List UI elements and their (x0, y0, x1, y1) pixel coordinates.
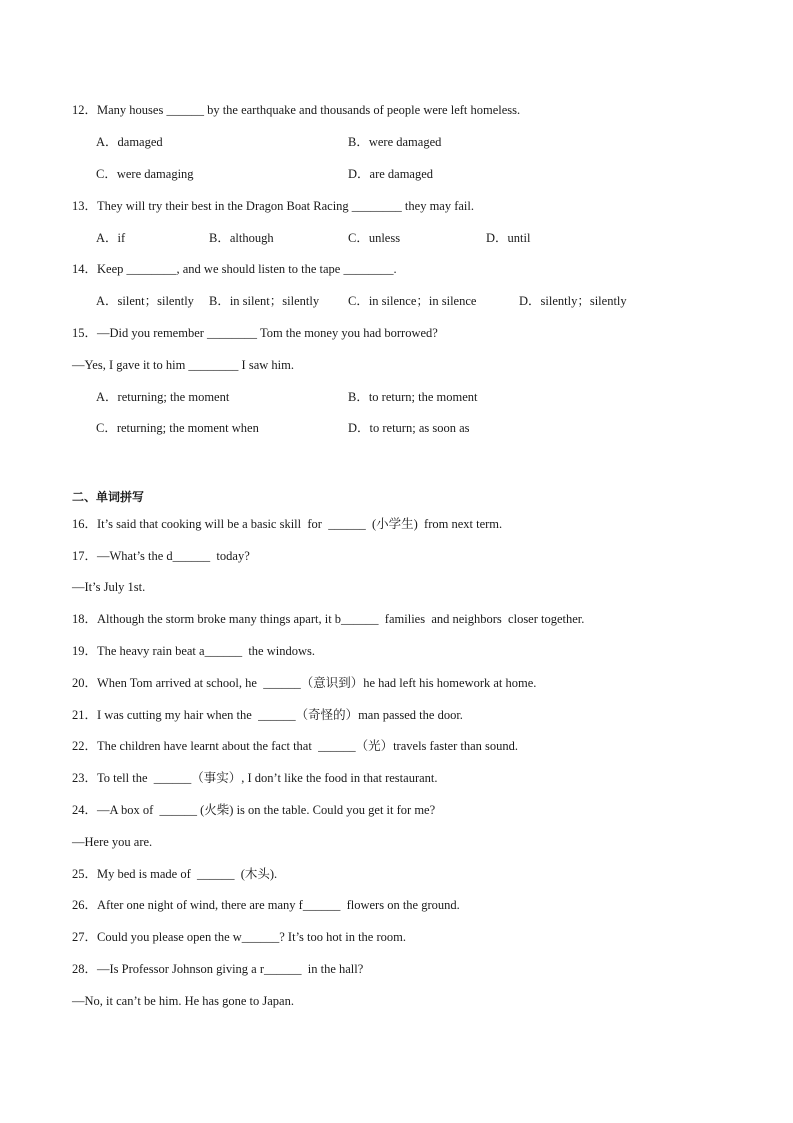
question-15-option-d: D．to return; as soon as (348, 421, 470, 435)
question-15-option-c: C．returning; the moment when (96, 421, 259, 435)
question-25: 25．My bed is made of ______ (木头). (72, 867, 278, 881)
question-17-reply: —It’s July 1st. (72, 580, 146, 594)
question-17: 17．—What’s the d______ today? (72, 549, 250, 563)
question-28: 28．—Is Professor Johnson giving a r______ in the hall? (72, 962, 364, 976)
question-15-reply: —Yes, I gave it to him ________ I saw him. (72, 358, 294, 372)
question-13-option-b: B．although (209, 231, 274, 245)
question-13-option-c: C．unless (348, 231, 401, 245)
section-heading: 二、单词拼写 (72, 490, 145, 504)
question-27: 27．Could you please open the w______? It’s too hot in the room. (72, 930, 406, 944)
question-14-option-d: D．silently；silently (519, 294, 627, 308)
question-14-stem: 14．Keep ________, and we should listen to the tape ________. (72, 262, 397, 276)
question-18: 18．Although the storm broke many things apart, it b______ families and neighbors closer together. (72, 612, 585, 626)
question-22: 22．The children have learnt about the fact that ______（光）travels faster than sound. (72, 739, 519, 753)
question-13-option-d: D．until (486, 231, 531, 245)
question-28-reply: —No, it can’t be him. He has gone to Japan. (72, 994, 294, 1008)
question-26: 26．After one night of wind, there are many f______ flowers on the ground. (72, 898, 460, 912)
question-12-option-d: D．are damaged (348, 167, 434, 181)
question-12-option-c: C．were damaging (96, 167, 194, 181)
question-24-reply: —Here you are. (72, 835, 153, 849)
question-24: 24．—A box of ______ (火柴) is on the table. Could you get it for me? (72, 803, 436, 817)
question-15-option-b: B．to return; the moment (348, 390, 478, 404)
question-20: 20．When Tom arrived at school, he ______（意识到）he had left his homework at home. (72, 676, 537, 690)
question-16: 16．It’s said that cooking will be a basic skill for ______ (小学生) from next term. (72, 517, 503, 531)
question-19: 19．The heavy rain beat a______ the windows. (72, 644, 315, 658)
question-14-option-a: A．silent；silently (96, 294, 194, 308)
question-14-option-b: B．in silent；silently (209, 294, 320, 308)
question-23: 23．To tell the ______（事实）, I don’t like the food in that restaurant. (72, 771, 438, 785)
question-14-option-c: C．in silence；in silence (348, 294, 477, 308)
question-12-option-b: B．were damaged (348, 135, 442, 149)
question-15-option-a: A．returning; the moment (96, 390, 230, 404)
question-12-option-a: A．damaged (96, 135, 163, 149)
question-21: 21．I was cutting my hair when the ______（奇怪的）man passed the door. (72, 708, 463, 722)
question-13-option-a: A．if (96, 231, 126, 245)
question-12-stem: 12．Many houses ______ by the earthquake and thousands of people were left homeless. (72, 103, 521, 117)
question-13-stem: 13．They will try their best in the Dragon Boat Racing ________ they may fail. (72, 199, 475, 213)
question-15-stem: 15．—Did you remember ________ Tom the money you had borrowed? (72, 326, 438, 340)
